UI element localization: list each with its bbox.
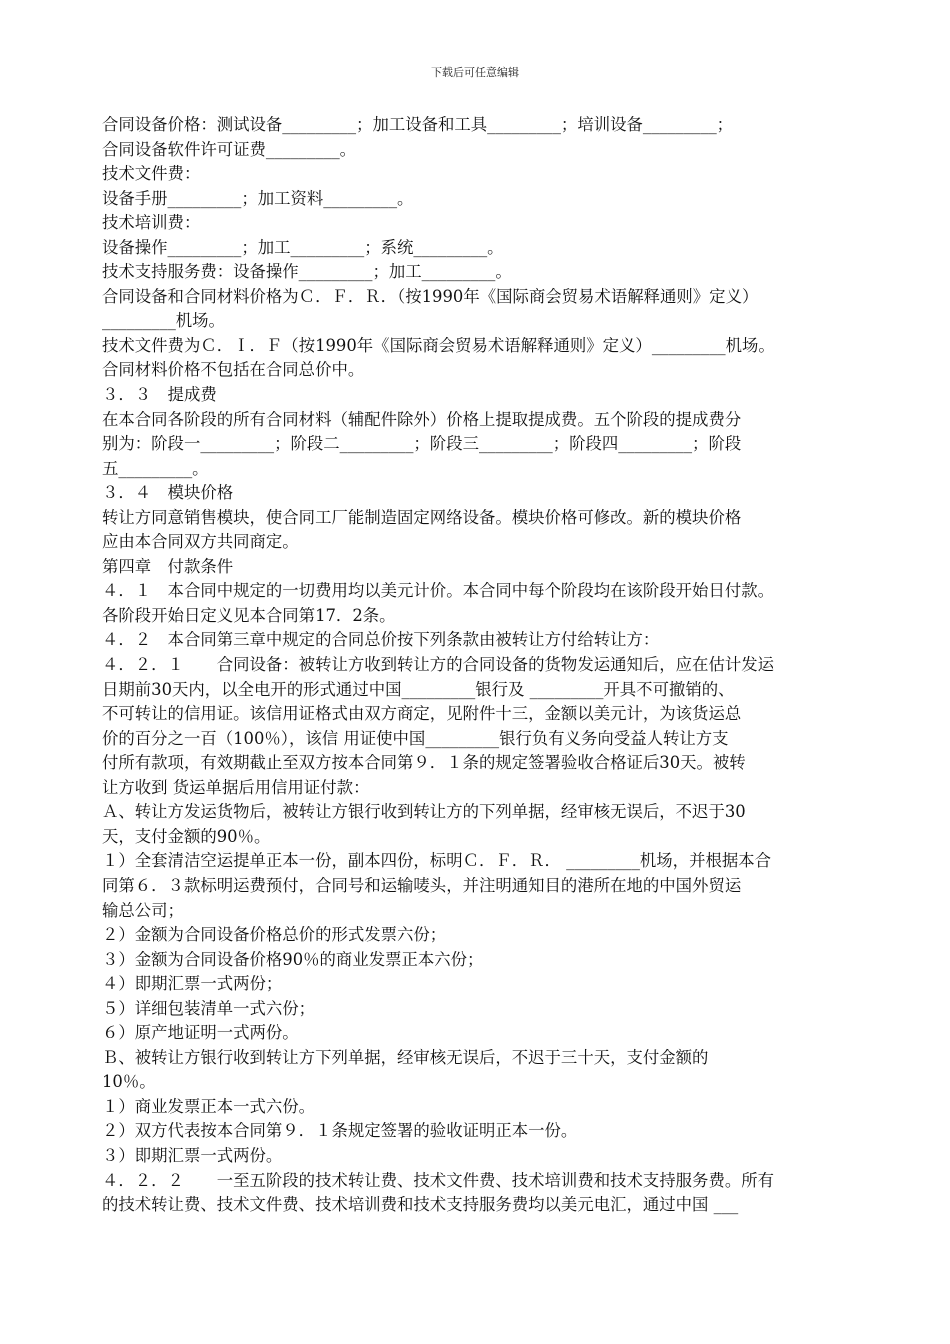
body-line: 别为：阶段一_________；阶段二_________；阶段三_________；阶段四_________；阶段 [102, 434, 742, 454]
body-line: 同第６．３款标明运费预付，合同号和运输唛头，并注明通知目的港所在地的中国外贸运 [102, 875, 742, 895]
body-line: 设备手册_________；加工资料_________。 [102, 188, 414, 208]
body-line: 技术支持服务费：设备操作_________；加工_________。 [102, 262, 512, 282]
body-line: 技术文件费： [102, 164, 201, 184]
body-line: ３．３ 提成费 [102, 385, 217, 405]
body-line: 价的百分之一百（100％），该信 用证使中国_________银行负有义务向受益人转让方支 [102, 728, 729, 748]
body-line: 转让方同意销售模块，使合同工厂能制造固定网络设备。模块价格可修改。新的模块价格 [102, 507, 742, 527]
body-line: ６）原产地证明一式两份。 [102, 1023, 299, 1043]
body-line: １）商业发票正本一式六份。 [102, 1096, 316, 1116]
body-line: 付所有款项，有效期截止至双方按本合同第９．１条的规定签署验收合格证后30天。被转 [102, 753, 746, 773]
body-line: ４．２ 本合同第三章中规定的合同总价按下列条款由被转让方付给转让方： [102, 630, 660, 650]
body-line: Ｂ、被转让方银行收到转让方下列单据，经审核无误后，不迟于三十天，支付金额的 [102, 1047, 709, 1067]
body-line: 合同材料价格不包括在合同总价中。 [102, 360, 365, 380]
body-line: ４．２．１ 合同设备：被转让方收到转让方的合同设备的货物发运通知后，应在估计发运 [102, 655, 775, 675]
body-line: 设备操作_________；加工_________；系统_________。 [102, 237, 504, 257]
body-line: 天，支付金额的90％。 [102, 826, 271, 846]
body-line: 各阶段开始日定义见本合同第17．2条。 [102, 605, 396, 625]
body-line: １）全套清洁空运提单正本一份，副本四份，标明Ｃ．Ｆ．Ｒ． _________机场，并根据本合 [102, 851, 772, 871]
body-line: ３．４ 模块价格 [102, 483, 234, 503]
body-line: 五_________。 [102, 458, 209, 478]
body-line: 让方收到 货运单据后用信用证付款： [102, 777, 370, 797]
body-line: ５）详细包装清单一式六份； [102, 998, 316, 1018]
body-line: 10％。 [102, 1072, 156, 1092]
body-line: ４）即期汇票一式两份； [102, 974, 283, 994]
body-line: ３）金额为合同设备价格90％的商业发票正本六份； [102, 949, 484, 969]
body-line: _________机场。 [102, 311, 225, 331]
body-line: 应由本合同双方共同商定。 [102, 532, 299, 552]
body-line: ４．２．２ 一至五阶段的技术转让费、技术文件费、技术培训费和技术支持服务费。所有 [102, 1170, 775, 1190]
body-line: 日期前30天内，以全电开的形式通过中国_________银行及 _________开具不可撤销的、 [102, 679, 735, 699]
body-line: ４．１ 本合同中规定的一切费用均以美元计价。本合同中每个阶段均在该阶段开始日付款。 [102, 581, 775, 601]
body-line: 的技术转让费、技术文件费、技术培训费和技术支持服务费均以美元电汇，通过中国 ___ [102, 1195, 739, 1215]
body-line: ２）双方代表按本合同第９．１条规定签署的验收证明正本一份。 [102, 1121, 578, 1141]
body-line: 技术文件费为Ｃ．Ｉ．Ｆ（按1990年《国际商会贸易术语解释通则》定义）_________机场。 [102, 335, 775, 355]
document-body [102, 113, 852, 1218]
body-line: 在本合同各阶段的所有合同材料（辅配件除外）价格上提取提成费。五个阶段的提成费分 [102, 409, 742, 429]
body-line: 输总公司； [102, 900, 184, 920]
page-header: 下载后可任意编辑 [431, 66, 519, 79]
body-line: 合同设备价格：测试设备_________；加工设备和工具_________；培训设备_________； [102, 115, 734, 134]
body-line: 不可转让的信用证。该信用证格式由双方商定，见附件十三，金额以美元计，为该货运总 [102, 704, 742, 724]
body-line: Ａ、转让方发运货物后，被转让方银行收到转让方的下列单据，经审核无误后，不迟于30 [102, 802, 746, 822]
body-line: 合同设备和合同材料价格为Ｃ．Ｆ．Ｒ．（按1990年《国际商会贸易术语解释通则》定义） [102, 286, 759, 306]
body-line: 第四章 付款条件 [102, 556, 234, 576]
body-line: 合同设备软件许可证费_________。 [102, 139, 357, 159]
body-line: 技术培训费： [102, 213, 201, 233]
body-line: ３）即期汇票一式两份。 [102, 1145, 283, 1165]
body-line: ２）金额为合同设备价格总价的形式发票六份； [102, 925, 447, 945]
